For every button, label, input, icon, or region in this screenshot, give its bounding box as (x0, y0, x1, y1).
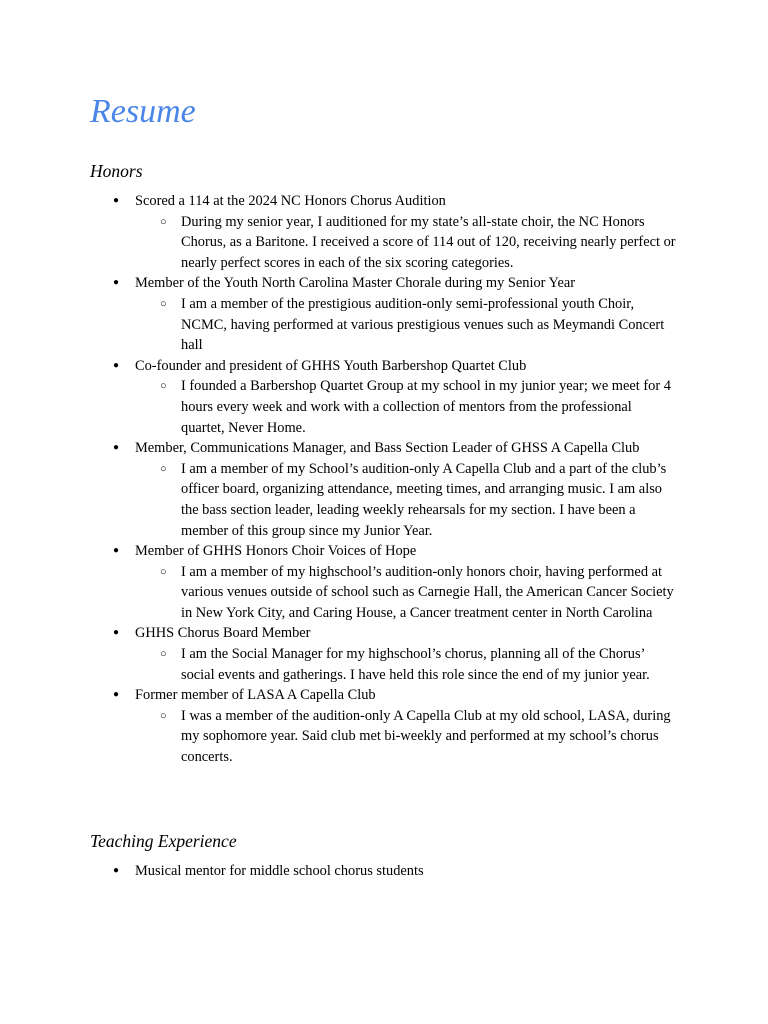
bullet-icon: ● (113, 359, 120, 371)
sub-list-item (135, 562, 676, 624)
hollow-bullet-icon: ○ (160, 380, 167, 393)
list-item (0, 356, 675, 438)
hollow-bullet-icon: ○ (160, 462, 167, 475)
sub-list-item-text: I am a member of the prestigious audition-only semi-professional youth Choir, NCMC, having performed at various prestigious venues such as Meymandi Concert hall (181, 295, 665, 354)
list-item (0, 438, 675, 541)
sub-list-item-text: I am a member of my School’s audition-only A Capella Club and a part of the club’s officer board, organizing attendance, meeting times, and arranging music. I am also the bass section leader, leading weekly rehearsals for my section. I have been a member of this group since my Junior Year. (181, 460, 667, 539)
list-item (0, 861, 675, 882)
document-title: Resume (90, 93, 196, 130)
section-heading-teaching-experience: Teaching Experience (90, 831, 237, 851)
bullet-icon: ● (113, 442, 120, 454)
list-item (0, 623, 675, 685)
hollow-bullet-icon: ○ (160, 648, 167, 661)
list-item (0, 685, 675, 767)
sub-list-item-text: During my senior year, I auditioned for my state’s all-state choir, the NC Honors Chorus, as a Baritone. I received a score of 114 out of 120, receiving nearly perfect or nearly perfect scores in each of the six scoring categories. (181, 213, 676, 271)
sub-list (135, 706, 675, 768)
sub-list-item (135, 294, 676, 356)
sub-list-item (135, 644, 676, 685)
hollow-bullet-icon: ○ (160, 709, 167, 722)
list-item-text: Member, Communications Manager, and Bass Section Leader of GHSS A Capella Club (135, 440, 640, 457)
hollow-bullet-icon: ○ (160, 215, 167, 228)
hollow-bullet-icon: ○ (160, 565, 167, 578)
list-item-text: Member of GHHS Honors Choir Voices of Hope (135, 543, 417, 560)
list-item-text: GHHS Chorus Board Member (135, 625, 311, 642)
sub-list (135, 644, 675, 685)
sub-list (135, 459, 675, 541)
bullet-icon: ● (113, 865, 120, 876)
list-item-text: Musical mentor for middle school chorus students (135, 863, 424, 879)
sub-list (135, 376, 675, 438)
sub-list-item (135, 212, 676, 274)
list-item-text: Former member of LASA A Capella Club (135, 687, 376, 704)
honors-list (0, 191, 768, 768)
list-item-text: Member of the Youth North Carolina Master Chorale during my Senior Year (135, 275, 576, 292)
list-item (0, 541, 675, 623)
sub-list (135, 212, 675, 274)
list-item (0, 191, 675, 273)
sub-list (135, 294, 675, 356)
sub-list-item (135, 459, 676, 541)
bullet-icon: ● (113, 195, 120, 206)
bullet-icon: ● (113, 627, 120, 639)
sub-list (135, 562, 675, 624)
sub-list-item-text: I am the Social Manager for my highschool’s chorus, planning all of the Chorus’ social events and gatherings. I have held this role since the end of my junior year. (181, 646, 650, 683)
list-item-text: Scored a 114 at the 2024 NC Honors Chorus Audition (135, 193, 446, 209)
teaching-list (0, 861, 768, 882)
list-item-text: Co-founder and president of GHHS Youth Barbershop Quartet Club (135, 357, 527, 374)
sub-list-item-text: I was a member of the audition-only A Capella Club at my old school, LASA, during my sophomore year. Said club met bi-weekly and performed at my school’s chorus concerts. (181, 707, 671, 766)
sub-list-item (135, 376, 676, 438)
list-item (0, 273, 675, 355)
sub-list-item-text: I founded a Barbershop Quartet Group at my school in my junior year; we meet for 4 hours every week and work with a collection of mentors from the professional quartet, Never Home. (181, 378, 671, 436)
sub-list-item (135, 706, 676, 768)
section-heading-honors: Honors (90, 161, 143, 181)
bullet-icon: ● (113, 277, 120, 289)
bullet-icon: ● (113, 545, 120, 557)
hollow-bullet-icon: ○ (160, 297, 167, 310)
bullet-icon: ● (113, 689, 120, 701)
sub-list-item-text: I am a member of my highschool’s audition-only honors choir, having performed at various venues outside of school such as Carnegie Hall, the American Cancer Society in New York City, and Caring House, a Cancer treatment center in North Carolina (181, 563, 674, 621)
